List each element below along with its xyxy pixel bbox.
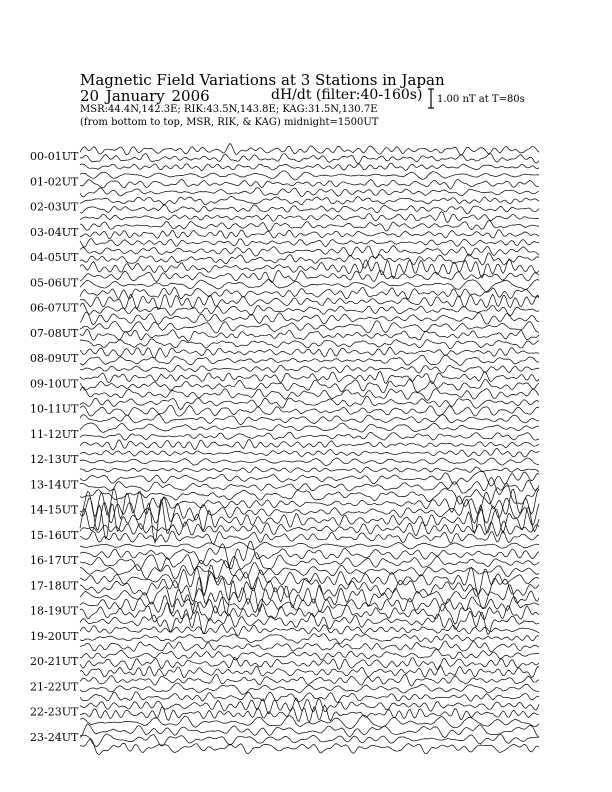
trace-order-note: (from bottom to top, MSR, RIK, & KAG) midnight=1500UT (80, 117, 379, 128)
trace-msr-08-09ut (80, 365, 539, 373)
trace-msr-06-07ut (80, 312, 539, 325)
trace-rik-08-09ut (80, 355, 539, 366)
trace-rik-13-14ut (80, 478, 539, 495)
trace-kag-05-06ut (80, 270, 539, 283)
trace-rik-19-20ut (80, 634, 539, 644)
hour-label: 18-19UT (30, 604, 79, 618)
trace-rik-17-18ut (80, 573, 539, 602)
trace-msr-12-13ut (80, 467, 539, 473)
hour-label: 17-18UT (30, 579, 79, 593)
hour-label-group (30, 150, 79, 744)
trace-kag-11-12ut (80, 423, 539, 433)
trace-rik-11-12ut (80, 432, 539, 440)
hour-label: 06-07UT (30, 301, 79, 315)
trace-rik-23-24ut (80, 734, 539, 747)
trace-rik-02-03ut (80, 205, 539, 214)
trace-rik-15-16ut (80, 531, 539, 545)
hour-label: 01-02UT (30, 175, 79, 189)
trace-kag-01-02ut (80, 171, 539, 180)
chart-date: 20 January 2006 (80, 87, 210, 105)
filter-info: dH/dt (filter:40-160s) (271, 87, 423, 103)
trace-kag-03-04ut (80, 220, 539, 231)
hour-label: 23-24UT (30, 730, 79, 744)
trace-group (80, 143, 539, 754)
trace-msr-20-21ut (80, 665, 539, 677)
trace-kag-07-08ut (80, 321, 539, 333)
trace-msr-05-06ut (80, 287, 539, 299)
hour-label: 13-14UT (30, 478, 79, 492)
trace-rik-12-13ut (80, 458, 539, 466)
trace-kag-20-21ut (80, 649, 539, 660)
trace-kag-08-09ut (80, 347, 539, 358)
trace-msr-00-01ut (80, 163, 539, 171)
hour-label: 10-11UT (30, 402, 79, 416)
trace-msr-16-17ut (80, 561, 539, 580)
trace-msr-11-12ut (80, 439, 539, 450)
trace-rik-22-23ut (80, 705, 539, 722)
trace-msr-13-14ut (80, 483, 539, 504)
hour-label: 14-15UT (30, 503, 79, 517)
trace-rik-00-01ut (80, 153, 539, 163)
trace-rik-01-02ut (80, 179, 539, 189)
hour-label: 03-04UT (30, 225, 79, 239)
trace-msr-03-04ut (80, 239, 539, 248)
trace-msr-18-19ut (80, 610, 539, 635)
hour-label: 07-08UT (30, 326, 79, 340)
scale-bar-label: 1.00 nT at T=80s (437, 94, 525, 105)
trace-rik-14-15ut (80, 497, 539, 530)
trace-msr-19-20ut (80, 641, 539, 652)
chart-title: Magnetic Field Variations at 3 Stations in Japan (80, 71, 445, 89)
hour-label: 16-17UT (30, 554, 79, 567)
trace-msr-21-22ut (80, 692, 539, 703)
trace-rik-07-08ut (80, 329, 539, 341)
trace-msr-02-03ut (80, 212, 539, 223)
scale-bar (428, 89, 434, 108)
hour-label: 09-10UT (30, 377, 79, 391)
trace-rik-09-10ut (80, 379, 539, 393)
trace-rik-05-06ut (80, 280, 539, 292)
trace-kag-00-01ut (80, 143, 539, 155)
hour-label: 22-23UT (30, 705, 79, 719)
trace-rik-03-04ut (80, 230, 539, 239)
trace-kag-19-20ut (80, 624, 539, 635)
hour-label: 00-01UT (30, 150, 79, 163)
trace-kag-22-23ut (80, 698, 539, 714)
trace-kag-13-14ut (80, 471, 539, 486)
station-coordinates: MSR:44.4N,142.3E; RIK:43.5N,143.8E; KAG:31.5N,130.7E (80, 104, 378, 115)
trace-msr-07-08ut (80, 339, 539, 349)
trace-kag-10-11ut (80, 396, 539, 409)
hour-label: 02-03UT (30, 200, 79, 214)
hour-label: 08-09UT (30, 352, 79, 365)
trace-kag-02-03ut (80, 196, 539, 205)
trace-rik-20-21ut (80, 657, 539, 669)
hour-label: 21-22UT (30, 680, 79, 694)
trace-rik-10-11ut (80, 405, 539, 416)
trace-msr-15-16ut (80, 542, 539, 549)
hour-label: 05-06UT (30, 276, 79, 290)
hour-label: 12-13UT (30, 453, 79, 466)
trace-kag-12-13ut (80, 448, 539, 457)
hour-label: 15-16UT (30, 528, 79, 542)
trace-msr-01-02ut (80, 188, 539, 197)
hour-label: 19-20UT (30, 629, 79, 643)
hour-label: 11-12UT (30, 427, 79, 441)
trace-msr-23-24ut (80, 739, 539, 755)
hour-label: 04-05UT (30, 251, 79, 264)
trace-kag-16-17ut (80, 541, 539, 568)
trace-kag-09-10ut (80, 371, 539, 383)
hour-label: 20-21UT (30, 655, 79, 668)
trace-msr-10-11ut (80, 414, 539, 424)
